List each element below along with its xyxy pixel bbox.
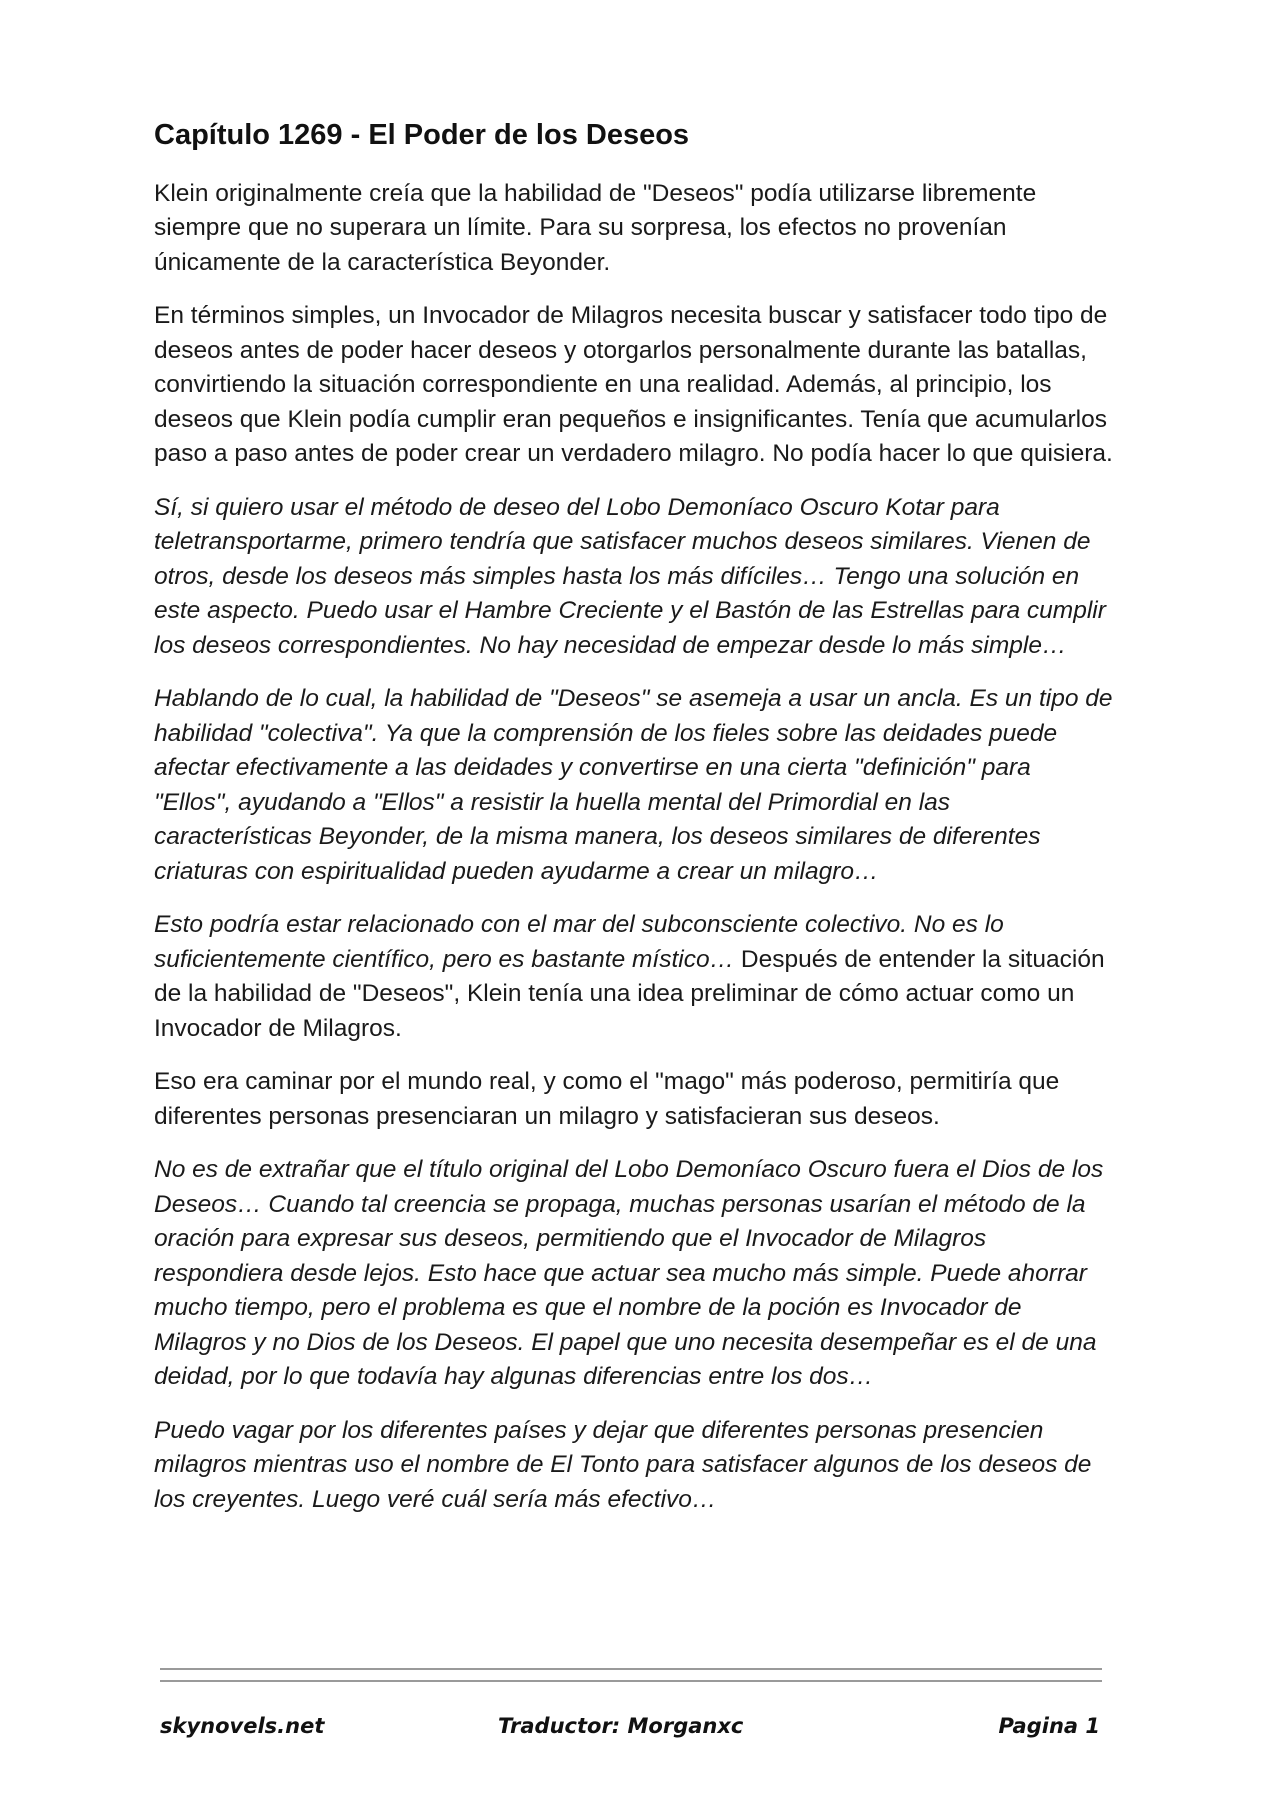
paragraph-text-italic: Puedo vagar por los diferentes países y dejar que diferentes personas presencien milagros mientras uso el nombre de El Tonto para satisfacer algunos de los deseos de los creyentes. Luego veré cuál sería más efectivo… <box>154 1416 1092 1513</box>
paragraph <box>154 177 1114 281</box>
footer-divider-bottom <box>160 1680 1102 1682</box>
paragraph <box>154 299 1114 472</box>
paragraph-text: En términos simples, un Invocador de Milagros necesita buscar y satisfacer todo tipo de deseos antes de poder hacer deseos y otorgarlos personalmente durante las batallas, convirtiendo la situación correspondiente en una realidad. Además, al principio, los deseos que Klein podía cumplir eran pequeños e insignificantes. Tenía que acumularlos paso a paso antes de poder crear un verdadero milagro. No podía hacer lo que quisiera. <box>154 302 1113 468</box>
chapter-title: Capítulo 1269 - El Poder de los Deseos <box>154 119 690 151</box>
footer-page-number: Pagina 1 <box>998 1714 1100 1738</box>
paragraph-text: Después de entender la situación de la habilidad de "Deseos", Klein tenía una idea preliminar de cómo actuar como un Invocador de Milagros. <box>154 945 1105 1042</box>
paragraph-text-italic: Hablando de lo cual, la habilidad de "Deseos" se asemeja a usar un ancla. Es un tipo de habilidad "colectiva". Ya que la comprensión de los fieles sobre las deidades puede afectar efectivamente a las deidades y convertirse en una cierta "definición" para "Ellos", ayudando a "Ellos" a resistir la huella mental del Primordial en las características Beyonder, de la misma manera, los deseos similares de diferentes criaturas con espiritualidad pueden ayudarme a crear un milagro… <box>154 685 1113 885</box>
footer-translator: Traductor: Morganxc <box>498 1714 744 1738</box>
paragraph <box>154 1065 1114 1134</box>
page-footer <box>160 1714 1100 1748</box>
paragraph-thought <box>154 1153 1114 1395</box>
paragraph-mixed <box>154 908 1114 1046</box>
footer-site: skynovels.net <box>160 1714 325 1738</box>
document-page <box>154 118 1114 1536</box>
paragraph-text-italic: Esto podría estar relacionado con el mar del subconsciente colectivo. No es lo suficientemente científico, pero es bastante místico… <box>154 911 1004 973</box>
paragraph-thought <box>154 491 1114 664</box>
paragraph-thought <box>154 682 1114 889</box>
paragraph-text: Klein originalmente creía que la habilidad de "Deseos" podía utilizarse libremente siempre que no superara un límite. Para su sorpresa, los efectos no provenían únicamente de la característica Beyonder. <box>154 179 1037 276</box>
paragraph-text-italic: No es de extrañar que el título original del Lobo Demoníaco Oscuro fuera el Dios de los Deseos… Cuando tal creencia se propaga, muchas personas usarían el método de la oración para expresar sus deseos, permitiendo que el Invocador de Milagros respondiera desde lejos. Esto hace que actuar sea mucho más simple. Puede ahorrar mucho tiempo, pero el problema es que el nombre de la poción es Invocador de Milagros y no Dios de los Deseos. El papel que uno necesita desempeñar es el de una deidad, por lo que todavía hay algunas diferencias entre los dos… <box>154 1156 1104 1391</box>
paragraph-text-italic: Sí, si quiero usar el método de deseo del Lobo Demoníaco Oscuro Kotar para teletransportarme, primero tendría que satisfacer muchos deseos similares. Vienen de otros, desde los deseos más simples hasta los más difíciles… Tengo una solución en este aspecto. Puedo usar el Hambre Creciente y el Bastón de las Estrellas para cumplir los deseos correspondientes. No hay necesidad de empezar desde lo más simple… <box>154 493 1106 659</box>
paragraph-text: Eso era caminar por el mundo real, y como el "mago" más poderoso, permitiría que diferentes personas presenciaran un milagro y satisfacieran sus deseos. <box>154 1068 1060 1130</box>
paragraph-thought <box>154 1414 1114 1518</box>
footer-divider-top <box>160 1668 1102 1670</box>
